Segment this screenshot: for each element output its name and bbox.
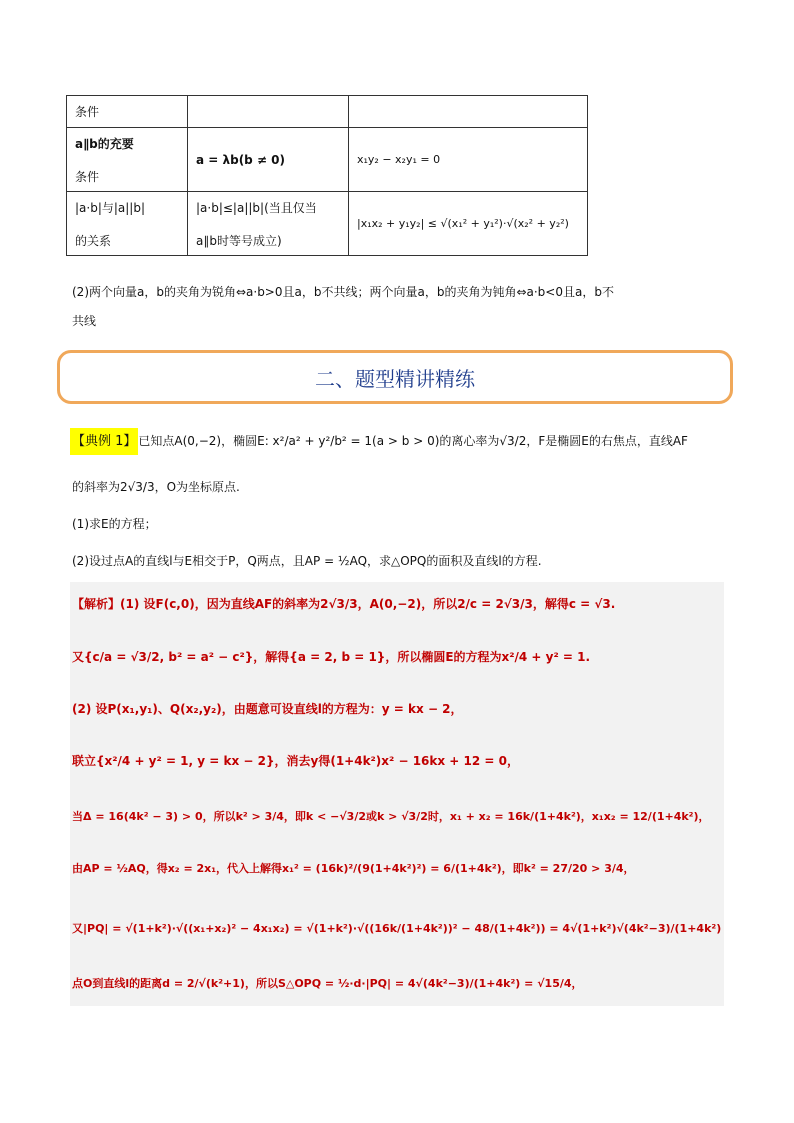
solution-label: 【解析】 (72, 597, 121, 611)
section-banner (57, 350, 733, 404)
table-cell-text: |a·b|≤|a||b|(当且仅当 (196, 200, 317, 215)
solution-line-4: 联立{x²/4 + y² = 1, y = kx − 2}，消去y得(1+4k²)x² − 16kx + 12 = 0， (72, 754, 519, 768)
example-tag: 【典例 1】 (70, 428, 138, 455)
table-cell: 条件 (67, 96, 188, 128)
example-line-1 (70, 430, 688, 449)
example-text: 已知点A(0,−2)，椭圆E: x²/a² + y²/b² = 1(a > b > 0)的离心率为√3/2，F是椭圆E的右焦点，直线AF (138, 434, 688, 448)
solution-line-8: 点O到直线l的距离d = 2/√(k²+1)，所以S△OPQ = ½·d·|PQ| = 4√(4k²−3)/(1+4k²) = √15/4， (72, 977, 583, 990)
solution-line-6: 由AP = ½AQ，得x₂ = 2x₁，代入上解得x₁² = (16k)²/(9(1+4k²)²) = 6/(1+4k²)，即k² = 27/20 > 3/4， (72, 862, 635, 875)
table-cell-text: |a·b|与|a||b| (75, 200, 146, 215)
table-cell-text: a∥b的充要 (75, 136, 134, 151)
table-cell (349, 96, 588, 128)
table-cell (67, 128, 188, 192)
table-cell-text: 的关系 (75, 233, 112, 248)
table-cell-text: a∥b时等号成立) (196, 233, 282, 248)
solution-line-2: 又{c/a = √3/2, b² = a² − c²}，解得{a = 2, b = 1}，所以椭圆E的方程为x²/4 + y² = 1. (72, 650, 591, 664)
solution-line-7: 又|PQ| = √(1+k²)·√((x₁+x₂)² − 4x₁x₂) = √(1+k²)·√((16k/(1+4k²))² − 48/(1+4k²)) = 4√(1+k²)√(4k²−3)/(1+4k²) (72, 922, 722, 935)
section-title: 二、题型精讲精练 (315, 366, 475, 391)
table-cell (188, 192, 349, 256)
question-1: (1)求E的方程； (72, 517, 157, 531)
note-line-1: (2)两个向量a，b的夹角为锐角⇔a·b>0且a，b不共线；两个向量a，b的夹角为钝角⇔a·b<0且a，b不 (72, 285, 614, 299)
table-cell: a = λb(b ≠ 0) (188, 128, 349, 192)
solution-line-5: 当Δ = 16(4k² − 3) > 0，所以k² > 3/4，即k < −√3/2或k > √3/2时，x₁ + x₂ = 16k/(1+4k²)，x₁x₂ = 12/(1+4k²)， (72, 810, 710, 823)
table-cell (67, 192, 188, 256)
table-cell: |x₁x₂ + y₁y₂| ≤ √(x₁² + y₁²)·√(x₂² + y₂²) (349, 192, 588, 256)
solution-line-1 (72, 595, 615, 612)
solution-line-3: (2) 设P(x₁,y₁)、Q(x₂,y₂)，由题意可设直线l的方程为：y = kx − 2， (72, 702, 463, 716)
question-2: (2)设过点A的直线l与E相交于P，Q两点，且AP = ½AQ，求△OPQ的面积及直线l的方程. (72, 554, 542, 568)
solution-block (70, 582, 724, 1006)
table-cell (188, 96, 349, 128)
example-line-2: 的斜率为2√3/3，O为坐标原点. (72, 480, 240, 494)
solution-text: (1) 设F(c,0)，因为直线AF的斜率为2√3/3，A(0,−2)，所以2/c = 2√3/3，解得c = √3. (120, 597, 616, 611)
condition-table (66, 95, 588, 256)
table-cell-text: 条件 (75, 169, 100, 184)
table-cell: x₁y₂ − x₂y₁ = 0 (349, 128, 588, 192)
note-line-2: 共线 (72, 314, 97, 328)
